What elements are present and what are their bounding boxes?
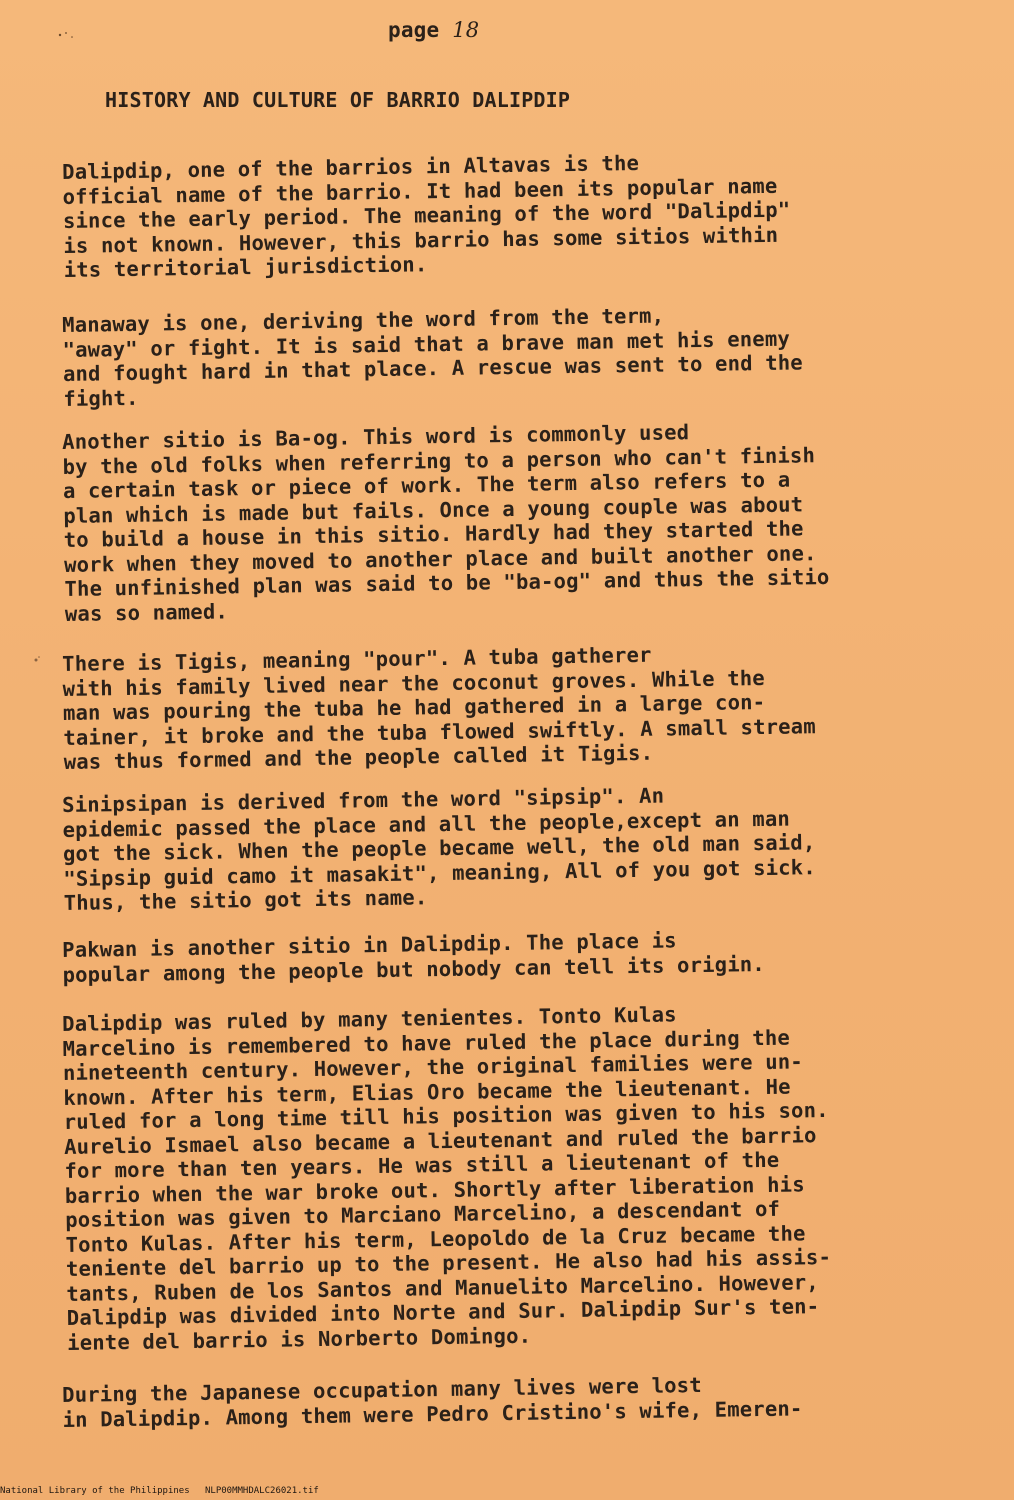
paragraph-ba-og: Another sitio is Ba-og. This word is commonly used by the old folks when referring to a person who can't finish a certain task or piece of work. The term also refers to a plan which is made but fails. Once a young couple was about to build a house in this sitio. Hardly had they started the work when they moved to another place and built another one. The unfinished plan was said to be "ba-og" and thus the sitio was so named. [62, 420, 830, 626]
footer-file-id: NLP00MMHDALC26021.tif [205, 1486, 319, 1496]
paragraph-manaway: Manaway is one, deriving the word from the term, "away" or fight. It is said that a brave man met his enemy and fought hard in that place. A rescue was sent to end the fight. [62, 303, 804, 411]
page-number [388, 18, 479, 42]
paragraph-tigis: There is Tigis, meaning "pour". A tuba gatherer with his family lived near the coconut groves. While the man was pouring the tuba he had gathered in a large con- tainer, it broke and the tuba flowed swiftly. A small stream was thus formed and the people called it Tigis. [62, 642, 816, 774]
paper-speck-left [28, 650, 48, 670]
footer-institution: National Library of the Philippines [0, 1486, 190, 1496]
paragraph-sinipsipan: Sinipsipan is derived from the word "sipsip". An epidemic passed the place and all the people,except an man got the sick. When the people became well, the old man said, "Sipsip guid camo it masakit", meaning, All of you got sick. Thus, the sitio got its name. [62, 783, 816, 915]
paragraph-tenientes: Dalipdip was ruled by many tenientes. Tonto Kulas Marcelino is remembered to have ruled the place during the nineteenth century. However, the original families were un- known. After his term, Elias Oro became the lieutenant. He ruled for a long time till his position was given to his son. Aurelio Ismael also became a lieutenant and ruled the barrio for more than ten years. He was still a lieutenant of the barrio when the war broke out. Shortly after liberation his position was given to Marciano Marcelino, a descendant of Tonto Kulas. After his term, Leopoldo de la Cruz became the teniente del barrio up to the present. He also had his assis- tants, Ruben de los Santos and Manuelito Marcelino. However, Dalipdip was divided into Norte and Sur. Dalipdip Sur's ten- iente del barrio is Norberto Domingo. [62, 1002, 832, 1355]
paper-speck-marks [50, 25, 90, 45]
paragraph-japanese-occupation: During the Japanese occupation many lives were lost in Dalipdip. Among them were Pedro Cristino's wife, Emeren- [62, 1372, 803, 1432]
paragraph-pakwan: Pakwan is another sitio in Dalipdip. The place is popular among the people but nobody can tell its origin. [62, 928, 766, 987]
paragraph-dalipdip-intro: Dalipdip, one of the barrios in Altavas is the official name of the barrio. It had been its popular name since the early period. The meaning of the word "Dalipdip" is not known. However, this barrio has some sitios within its territorial jurisdiction. [62, 150, 791, 282]
page-number-handwritten: 18 [452, 18, 480, 42]
document-title: HISTORY AND CULTURE OF BARRIO DALIPDIP [105, 88, 571, 112]
page-number-label: page [388, 18, 453, 42]
